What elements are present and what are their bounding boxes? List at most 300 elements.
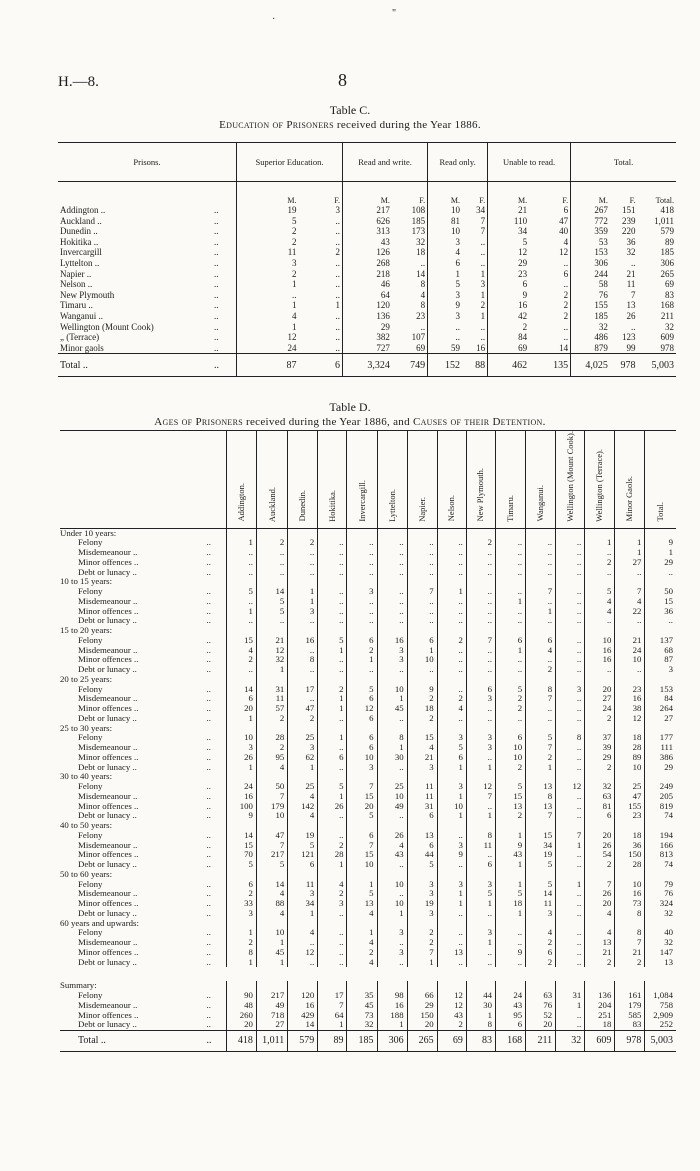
value-cell: 73 bbox=[347, 1011, 377, 1021]
value-cell: 6 bbox=[526, 636, 556, 646]
table-row bbox=[58, 205, 676, 216]
value-cell: 49 bbox=[256, 1001, 287, 1011]
value-cell: 18 bbox=[496, 899, 526, 909]
value-cell: 25 bbox=[288, 733, 318, 743]
value-cell: 749 bbox=[392, 354, 428, 377]
value-cell: .. bbox=[437, 665, 466, 675]
value-cell: .. bbox=[437, 597, 466, 607]
table-row bbox=[60, 928, 676, 938]
value-cell: 88 bbox=[256, 899, 287, 909]
value-cell: 3 bbox=[428, 311, 462, 322]
value-cell: 5 bbox=[496, 782, 526, 792]
offence-label: Felony bbox=[78, 927, 103, 938]
value-cell: 10 bbox=[347, 860, 377, 870]
leader-dots: .. bbox=[206, 1009, 211, 1020]
value-cell: 29 bbox=[645, 763, 676, 773]
value-cell: 24 bbox=[496, 991, 526, 1001]
value-cell: .. bbox=[480, 321, 486, 332]
value-cell: .. bbox=[556, 802, 585, 812]
subheader-cell: F. bbox=[562, 196, 569, 205]
value-cell: 11 bbox=[407, 792, 437, 802]
value-cell: .. bbox=[496, 568, 526, 578]
value-cell: 3 bbox=[377, 928, 407, 938]
value-cell: 2 bbox=[496, 694, 526, 704]
value-cell: 6 bbox=[407, 636, 437, 646]
value-cell: 20 bbox=[585, 831, 615, 841]
value-cell: 6 bbox=[347, 743, 377, 753]
column-header bbox=[556, 431, 585, 529]
value-cell: 7 bbox=[615, 587, 645, 597]
value-cell: 17 bbox=[288, 685, 318, 695]
table-row bbox=[60, 938, 676, 948]
value-cell: .. bbox=[318, 948, 347, 958]
table-row bbox=[60, 616, 676, 626]
value-cell: 10 bbox=[585, 636, 615, 646]
subheader-cell: M. bbox=[343, 182, 392, 206]
value-cell: 59 bbox=[428, 343, 462, 354]
column-header bbox=[226, 431, 256, 529]
value-cell: .. bbox=[288, 665, 318, 675]
column-header-label: Napier. bbox=[416, 496, 427, 522]
value-cell: 3 bbox=[407, 889, 437, 899]
column-header bbox=[615, 431, 645, 529]
value-cell: 2 bbox=[563, 310, 569, 321]
value-cell: 4 bbox=[288, 792, 318, 802]
value-cell: 1 bbox=[437, 763, 466, 773]
value-cell: 3 bbox=[288, 743, 318, 753]
offence-label: Debt or lunacy .. bbox=[78, 810, 137, 821]
value-cell: 1 bbox=[237, 300, 299, 311]
leader-dots: .. bbox=[206, 927, 211, 938]
leader-dots: .. bbox=[206, 732, 211, 743]
value-cell: 5 bbox=[526, 860, 556, 870]
leader-dots: .. bbox=[206, 781, 211, 792]
document-reference: H.—8. bbox=[58, 74, 99, 90]
value-cell: 27 bbox=[585, 694, 615, 704]
value-cell: 8 bbox=[526, 685, 556, 695]
value-cell: 5 bbox=[526, 733, 556, 743]
value-cell: .. bbox=[437, 909, 466, 919]
table-row bbox=[60, 646, 676, 656]
value-cell: .. bbox=[256, 616, 287, 626]
value-cell: .. bbox=[318, 811, 347, 821]
leader-dots: .. bbox=[206, 595, 211, 606]
value-cell: 211 bbox=[526, 1031, 556, 1052]
value-cell: 3,324 bbox=[343, 354, 392, 377]
value-cell: 2 bbox=[480, 300, 486, 311]
value-cell: 718 bbox=[256, 1011, 287, 1021]
value-cell: 2 bbox=[226, 655, 256, 665]
value-cell: 21 bbox=[407, 753, 437, 763]
value-cell: 1 bbox=[496, 831, 526, 841]
value-cell: 1 bbox=[437, 587, 466, 597]
value-cell: 3 bbox=[377, 646, 407, 656]
value-cell: 153 bbox=[571, 247, 610, 258]
value-cell: 34 bbox=[488, 226, 530, 237]
value-cell: 7 bbox=[407, 948, 437, 958]
value-cell: .. bbox=[563, 321, 569, 332]
table-row bbox=[58, 311, 676, 322]
value-cell: 28 bbox=[256, 733, 287, 743]
value-cell: 26 bbox=[318, 802, 347, 812]
value-cell: 6 bbox=[496, 733, 526, 743]
col-ages bbox=[60, 431, 226, 529]
value-cell: 24 bbox=[226, 782, 256, 792]
value-cell: 88 bbox=[462, 354, 488, 377]
value-cell: 2 bbox=[585, 860, 615, 870]
value-cell: 36 bbox=[645, 607, 676, 617]
subheader-cell: M. bbox=[237, 182, 299, 206]
value-cell: 9 bbox=[496, 841, 526, 851]
table-row bbox=[60, 880, 676, 890]
table-row bbox=[60, 655, 676, 665]
offence-label: Minor offences .. bbox=[78, 898, 139, 909]
value-cell: .. bbox=[226, 568, 256, 578]
value-cell: .. bbox=[335, 289, 341, 300]
value-cell: 382 bbox=[343, 332, 392, 343]
value-cell: 16 bbox=[288, 636, 318, 646]
group-label: 20 to 25 years: bbox=[60, 673, 113, 684]
value-cell: 64 bbox=[318, 1011, 347, 1021]
value-cell: 4 bbox=[615, 597, 645, 607]
value-cell: .. bbox=[526, 548, 556, 558]
page-number: 8 bbox=[338, 70, 347, 90]
value-cell: 2 bbox=[437, 694, 466, 704]
value-cell: 21 bbox=[488, 205, 530, 216]
subheader-cell: F. bbox=[479, 196, 486, 205]
value-cell: .. bbox=[480, 247, 486, 258]
value-cell: 57 bbox=[256, 704, 287, 714]
leader-dots: .. bbox=[206, 999, 211, 1010]
value-cell: 19 bbox=[288, 831, 318, 841]
value-cell: 40 bbox=[559, 226, 569, 237]
value-cell: 1 bbox=[256, 958, 287, 968]
value-cell: 19 bbox=[237, 205, 299, 216]
value-cell: 83 bbox=[466, 1031, 495, 1052]
value-cell: 1 bbox=[288, 587, 318, 597]
subheader-row bbox=[58, 182, 676, 206]
offence-label: Minor offences .. bbox=[78, 556, 139, 567]
value-cell: 29 bbox=[343, 322, 392, 333]
value-cell: 6 bbox=[466, 860, 495, 870]
value-cell: 14 bbox=[256, 880, 287, 890]
value-cell: 14 bbox=[226, 831, 256, 841]
value-cell: .. bbox=[407, 607, 437, 617]
offence-label: Minor offences .. bbox=[78, 703, 139, 714]
leader-dots: .. bbox=[214, 300, 219, 311]
value-cell: 2 bbox=[585, 763, 615, 773]
value-cell: .. bbox=[407, 597, 437, 607]
value-cell: .. bbox=[556, 587, 585, 597]
value-cell: 1 bbox=[347, 880, 377, 890]
value-cell: 2 bbox=[407, 928, 437, 938]
table-c-subtitle: Education of Prisoners received during the Year 1886. bbox=[219, 119, 481, 131]
value-cell: .. bbox=[556, 655, 585, 665]
value-cell: 4 bbox=[428, 247, 462, 258]
value-cell: .. bbox=[496, 714, 526, 724]
value-cell: 3 bbox=[466, 733, 495, 743]
leader-dots: .. bbox=[206, 898, 211, 909]
value-cell: 63 bbox=[526, 991, 556, 1001]
table-row bbox=[60, 909, 676, 919]
value-cell: 10 bbox=[615, 880, 645, 890]
value-cell: .. bbox=[226, 558, 256, 568]
value-cell: 609 bbox=[585, 1031, 615, 1052]
leader-dots: .. bbox=[206, 615, 211, 626]
table-d-subtitle: Ages of Prisoners received during the Year 1886, and Causes of their Detention. bbox=[154, 416, 546, 428]
value-cell: 36 bbox=[626, 236, 636, 247]
value-cell: 3 bbox=[437, 782, 466, 792]
offence-label: Minor offences .. bbox=[78, 800, 139, 811]
value-cell: .. bbox=[563, 257, 569, 268]
leader-dots: .. bbox=[206, 586, 211, 597]
value-cell: .. bbox=[466, 597, 495, 607]
value-cell: 7 bbox=[526, 587, 556, 597]
value-cell: 1 bbox=[466, 1011, 495, 1021]
value-cell: .. bbox=[318, 938, 347, 948]
table-row bbox=[60, 802, 676, 812]
value-cell: 13 bbox=[347, 899, 377, 909]
value-cell: .. bbox=[556, 558, 585, 568]
table-row bbox=[58, 237, 676, 248]
value-cell: 249 bbox=[645, 782, 676, 792]
value-cell: 7 bbox=[466, 636, 495, 646]
value-cell: .. bbox=[466, 548, 495, 558]
value-cell: .. bbox=[437, 607, 466, 617]
table-row bbox=[60, 548, 676, 558]
leader-dots: .. bbox=[206, 664, 211, 675]
value-cell: 58 bbox=[571, 279, 610, 290]
value-cell: .. bbox=[585, 616, 615, 626]
value-cell: .. bbox=[407, 616, 437, 626]
value-cell: 27 bbox=[256, 1020, 287, 1030]
group-label: 50 to 60 years: bbox=[60, 868, 113, 879]
group-row bbox=[60, 821, 676, 831]
value-cell: 306 bbox=[571, 258, 610, 269]
value-cell: 150 bbox=[615, 850, 645, 860]
value-cell: 4 bbox=[347, 909, 377, 919]
value-cell: 1 bbox=[466, 899, 495, 909]
value-cell: .. bbox=[420, 257, 426, 268]
col-total: Total. bbox=[571, 143, 676, 182]
value-cell: 8 bbox=[615, 928, 645, 938]
value-cell: 99 bbox=[626, 342, 636, 353]
value-cell: .. bbox=[347, 568, 377, 578]
total-label: Total .. bbox=[60, 1031, 205, 1052]
table-row bbox=[58, 343, 676, 354]
value-cell: 11 bbox=[526, 899, 556, 909]
value-cell: 10 bbox=[377, 792, 407, 802]
value-cell: 2 bbox=[563, 300, 569, 311]
prison-name: Auckland .. bbox=[60, 215, 102, 226]
value-cell: 1 bbox=[556, 1001, 585, 1011]
value-cell: 15 bbox=[645, 597, 676, 607]
value-cell: 8 bbox=[615, 909, 645, 919]
value-cell: 4 bbox=[407, 743, 437, 753]
value-cell: .. bbox=[335, 268, 341, 279]
value-cell: 15 bbox=[496, 792, 526, 802]
value-cell: 1 bbox=[377, 743, 407, 753]
value-cell: 26 bbox=[626, 310, 636, 321]
value-cell: 3 bbox=[335, 205, 341, 215]
value-cell: 3 bbox=[347, 587, 377, 597]
value-cell: 21 bbox=[585, 948, 615, 958]
leader-dots: .. bbox=[206, 761, 211, 772]
group-label: 30 to 40 years: bbox=[60, 771, 113, 782]
value-cell: .. bbox=[318, 763, 347, 773]
value-cell: 2 bbox=[437, 636, 466, 646]
value-cell: .. bbox=[556, 928, 585, 938]
value-cell: 26 bbox=[585, 889, 615, 899]
value-cell: 31 bbox=[407, 802, 437, 812]
column-header bbox=[318, 431, 347, 529]
value-cell: 39 bbox=[585, 743, 615, 753]
value-cell: 2 bbox=[347, 948, 377, 958]
value-cell: 185 bbox=[411, 215, 426, 226]
value-cell: 4 bbox=[347, 958, 377, 968]
value-cell: .. bbox=[428, 322, 462, 333]
value-cell: 260 bbox=[226, 1011, 256, 1021]
offence-label: Felony bbox=[78, 732, 103, 743]
value-cell: 179 bbox=[256, 802, 287, 812]
col-superior: Superior Education. bbox=[237, 143, 343, 182]
value-cell: 429 bbox=[288, 1011, 318, 1021]
value-cell: 47 bbox=[288, 704, 318, 714]
value-cell: 6 bbox=[347, 714, 377, 724]
offence-label: Debt or lunacy .. bbox=[78, 664, 137, 675]
value-cell: .. bbox=[556, 889, 585, 899]
value-cell: 34 bbox=[288, 899, 318, 909]
value-cell: .. bbox=[335, 332, 341, 343]
offence-label: Misdemeanour .. bbox=[78, 595, 138, 606]
value-cell: 2 bbox=[488, 322, 530, 333]
offence-label: Debt or lunacy .. bbox=[78, 712, 137, 723]
value-cell: 95 bbox=[256, 753, 287, 763]
value-cell: .. bbox=[437, 646, 466, 656]
value-cell: .. bbox=[437, 685, 466, 695]
value-cell: 40 bbox=[645, 928, 676, 938]
value-cell: 10 bbox=[407, 655, 437, 665]
value-cell: 239 bbox=[621, 215, 636, 226]
value-cell: 20 bbox=[526, 1020, 556, 1030]
value-cell: 23 bbox=[615, 811, 645, 821]
offence-label: Felony bbox=[78, 878, 103, 889]
table-row bbox=[60, 597, 676, 607]
value-cell: 10 bbox=[437, 802, 466, 812]
value-cell: 4 bbox=[256, 909, 287, 919]
value-cell: 1 bbox=[318, 704, 347, 714]
value-cell: 44 bbox=[466, 991, 495, 1001]
value-cell: 179 bbox=[615, 1001, 645, 1011]
column-header-label: Nelson. bbox=[446, 495, 457, 522]
value-cell: 45 bbox=[256, 948, 287, 958]
value-cell: 386 bbox=[645, 753, 676, 763]
value-cell: 3 bbox=[428, 290, 462, 301]
value-cell: .. bbox=[645, 568, 676, 578]
value-cell: 4 bbox=[226, 646, 256, 656]
value-cell: 16 bbox=[488, 300, 530, 311]
value-cell: 7 bbox=[256, 841, 287, 851]
value-cell: 6 bbox=[347, 694, 377, 704]
value-cell: 43 bbox=[437, 1011, 466, 1021]
value-cell: .. bbox=[318, 958, 347, 968]
value-cell: .. bbox=[437, 831, 466, 841]
value-cell: 168 bbox=[496, 1031, 526, 1052]
value-cell: .. bbox=[377, 616, 407, 626]
value-cell: .. bbox=[288, 938, 318, 948]
value-cell: .. bbox=[556, 753, 585, 763]
value-cell: 3 bbox=[377, 655, 407, 665]
value-cell: 137 bbox=[645, 636, 676, 646]
value-cell: 6 bbox=[347, 831, 377, 841]
value-cell: .. bbox=[563, 332, 569, 343]
value-cell: .. bbox=[288, 548, 318, 558]
value-cell: 11 bbox=[237, 247, 299, 258]
value-cell: .. bbox=[526, 597, 556, 607]
value-cell: 87 bbox=[645, 655, 676, 665]
value-cell: 31 bbox=[256, 685, 287, 695]
value-cell: 3 bbox=[466, 694, 495, 704]
offence-label: Minor offences .. bbox=[78, 849, 139, 860]
value-cell: 1 bbox=[288, 909, 318, 919]
value-cell: .. bbox=[318, 743, 347, 753]
value-cell: 50 bbox=[645, 587, 676, 597]
value-cell: 1 bbox=[496, 597, 526, 607]
value-cell: 155 bbox=[571, 300, 610, 311]
value-cell: 161 bbox=[615, 991, 645, 1001]
value-cell: .. bbox=[437, 714, 466, 724]
value-cell: 4 bbox=[237, 311, 299, 322]
leader-dots: .. bbox=[206, 693, 211, 704]
value-cell: .. bbox=[556, 607, 585, 617]
value-cell: 16 bbox=[288, 1001, 318, 1011]
value-cell: 2 bbox=[407, 694, 437, 704]
value-cell: 1 bbox=[585, 538, 615, 548]
value-cell: .. bbox=[437, 860, 466, 870]
value-cell: .. bbox=[437, 938, 466, 948]
value-cell: 8 bbox=[466, 1020, 495, 1030]
value-cell: 76 bbox=[645, 889, 676, 899]
value-cell: 48 bbox=[226, 1001, 256, 1011]
value-cell: 4 bbox=[585, 597, 615, 607]
value-cell: .. bbox=[526, 568, 556, 578]
prison-name: Hokitika .. bbox=[60, 236, 99, 247]
value-cell: .. bbox=[526, 704, 556, 714]
offence-label: Felony bbox=[78, 537, 103, 548]
value-cell: .. bbox=[585, 548, 615, 558]
value-cell: .. bbox=[466, 616, 495, 626]
value-cell: 47 bbox=[615, 792, 645, 802]
value-cell: 43 bbox=[496, 850, 526, 860]
value-cell: 2 bbox=[237, 226, 299, 237]
leader-dots: .. bbox=[214, 289, 219, 300]
value-cell: 33 bbox=[226, 899, 256, 909]
value-cell: 10 bbox=[377, 899, 407, 909]
value-cell: 166 bbox=[645, 841, 676, 851]
offence-label: Misdemeanour .. bbox=[78, 888, 138, 899]
leader-dots: .. bbox=[206, 907, 211, 918]
value-cell: 12 bbox=[559, 247, 569, 258]
value-cell: 819 bbox=[645, 802, 676, 812]
value-cell: 3 bbox=[466, 928, 495, 938]
value-cell: 9 bbox=[437, 850, 466, 860]
value-cell: 10 bbox=[256, 811, 287, 821]
value-cell: 2 bbox=[526, 938, 556, 948]
value-cell: 10 bbox=[256, 928, 287, 938]
value-cell: 136 bbox=[343, 311, 392, 322]
value-cell: 1 bbox=[466, 811, 495, 821]
value-cell: 626 bbox=[343, 216, 392, 227]
